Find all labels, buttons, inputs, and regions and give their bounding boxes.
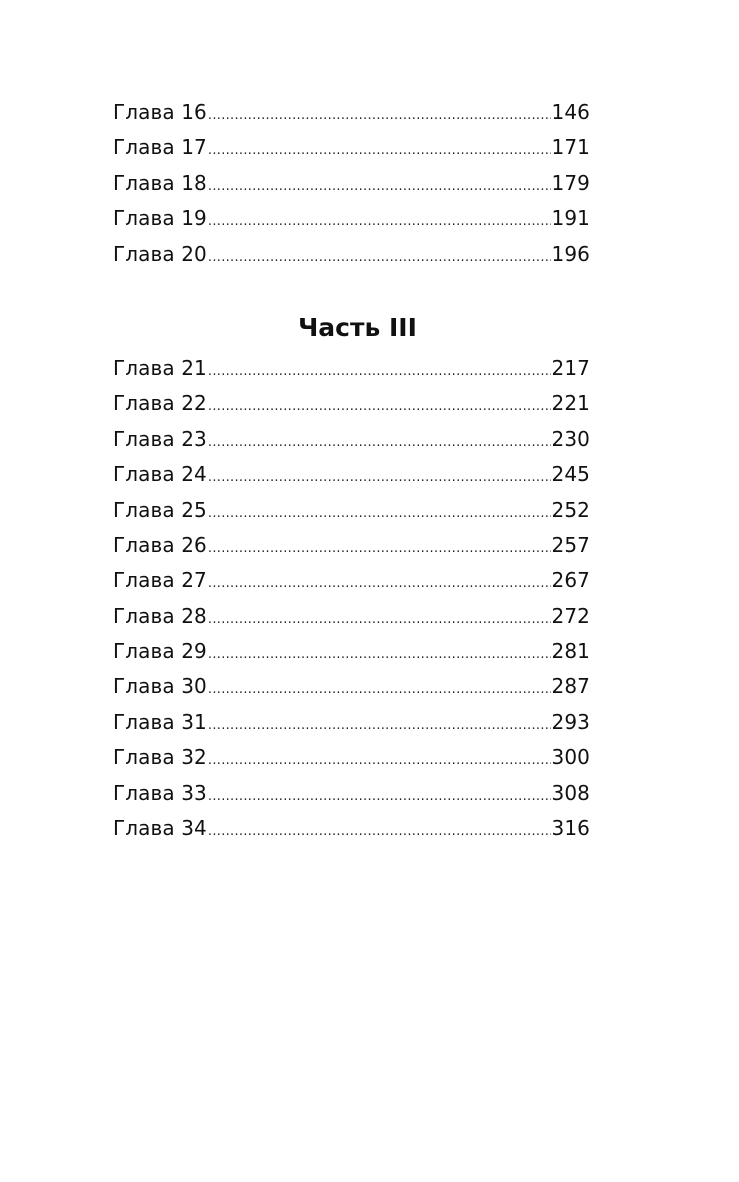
- toc-entry-title: Глава 17: [113, 135, 207, 160]
- toc-entry: [113, 528, 590, 563]
- toc-entry-title: Глава 28: [113, 603, 207, 628]
- toc-entry-page-number: 217: [551, 355, 590, 380]
- toc-entry-page-number: 257: [551, 532, 590, 557]
- toc-entry-title: Глава 34: [113, 816, 207, 841]
- toc-entry: [113, 201, 590, 236]
- toc-entry-page-number: 267: [551, 568, 590, 593]
- toc-entry: [113, 166, 590, 201]
- dot-leader: [208, 566, 551, 601]
- dot-leader: [208, 496, 551, 531]
- toc-entry-title: Глава 18: [113, 170, 207, 195]
- toc-entry: [113, 457, 590, 492]
- toc-entry-page-number: 196: [551, 241, 590, 266]
- toc-entry-title: Глава 23: [113, 426, 207, 451]
- toc-entry: [113, 776, 590, 811]
- dot-leader: [208, 389, 551, 424]
- toc-entry: [113, 563, 590, 598]
- toc-entry-page-number: 252: [551, 497, 590, 522]
- dot-leader: [208, 708, 551, 743]
- toc-entry-title: Глава 22: [113, 391, 207, 416]
- toc-entry-page-number: 146: [551, 100, 590, 124]
- dot-leader: [208, 354, 551, 389]
- toc-entry-page-number: 171: [551, 135, 590, 160]
- toc-entry: [113, 599, 590, 634]
- dot-leader: [208, 98, 551, 133]
- toc-entry-page-number: 179: [551, 170, 590, 195]
- table-of-contents: [113, 95, 590, 846]
- toc-entry: [113, 237, 590, 272]
- toc-entry: [113, 634, 590, 669]
- toc-entry-page-number: 230: [551, 426, 590, 451]
- part-heading: Часть III: [298, 312, 417, 342]
- toc-entry-title: Глава 32: [113, 745, 207, 770]
- dot-leader: [208, 133, 551, 168]
- toc-entry: [113, 422, 590, 457]
- toc-entry-title: Глава 19: [113, 206, 207, 231]
- toc-entry-title: Глава 26: [113, 532, 207, 557]
- toc-entry-title: Глава 31: [113, 709, 207, 734]
- dot-leader: [208, 460, 551, 495]
- dot-leader: [208, 204, 551, 239]
- dot-leader: [208, 814, 551, 849]
- toc-entry: [113, 386, 590, 421]
- dot-leader: [208, 672, 551, 707]
- toc-entry-page-number: 281: [551, 639, 590, 664]
- toc-entry: [113, 740, 590, 775]
- dot-leader: [208, 240, 551, 275]
- toc-entry-page-number: 308: [551, 780, 590, 805]
- toc-entry-title: Глава 21: [113, 355, 207, 380]
- toc-entry-title: Глава 24: [113, 462, 207, 487]
- toc-entry: [113, 95, 590, 130]
- toc-entry: [113, 130, 590, 165]
- toc-entry-page-number: 272: [551, 603, 590, 628]
- toc-entry-title: Глава 33: [113, 780, 207, 805]
- toc-list-part-2: [113, 95, 590, 272]
- dot-leader: [208, 602, 551, 637]
- dot-leader: [208, 637, 551, 672]
- toc-list-part-3: [113, 351, 590, 846]
- toc-entry-title: Глава 29: [113, 639, 207, 664]
- toc-entry-title: Глава 30: [113, 674, 207, 699]
- toc-entry-page-number: 300: [551, 745, 590, 770]
- toc-entry: [113, 493, 590, 528]
- toc-entry-page-number: 287: [551, 674, 590, 699]
- toc-entry-page-number: 316: [551, 816, 590, 841]
- toc-entry-title: Глава 27: [113, 568, 207, 593]
- dot-leader: [208, 169, 551, 204]
- toc-entry: [113, 811, 590, 846]
- toc-entry-title: Глава 16: [113, 100, 207, 124]
- dot-leader: [208, 743, 551, 778]
- toc-entry-page-number: 293: [551, 709, 590, 734]
- dot-leader: [208, 779, 551, 814]
- toc-entry-page-number: 221: [551, 391, 590, 416]
- toc-entry: [113, 669, 590, 704]
- toc-entry-title: Глава 20: [113, 241, 207, 266]
- dot-leader: [208, 531, 551, 566]
- toc-entry: [113, 705, 590, 740]
- toc-entry-page-number: 245: [551, 462, 590, 487]
- toc-entry-title: Глава 25: [113, 497, 207, 522]
- toc-entry-page-number: 191: [551, 206, 590, 231]
- toc-entry: [113, 351, 590, 386]
- dot-leader: [208, 425, 551, 460]
